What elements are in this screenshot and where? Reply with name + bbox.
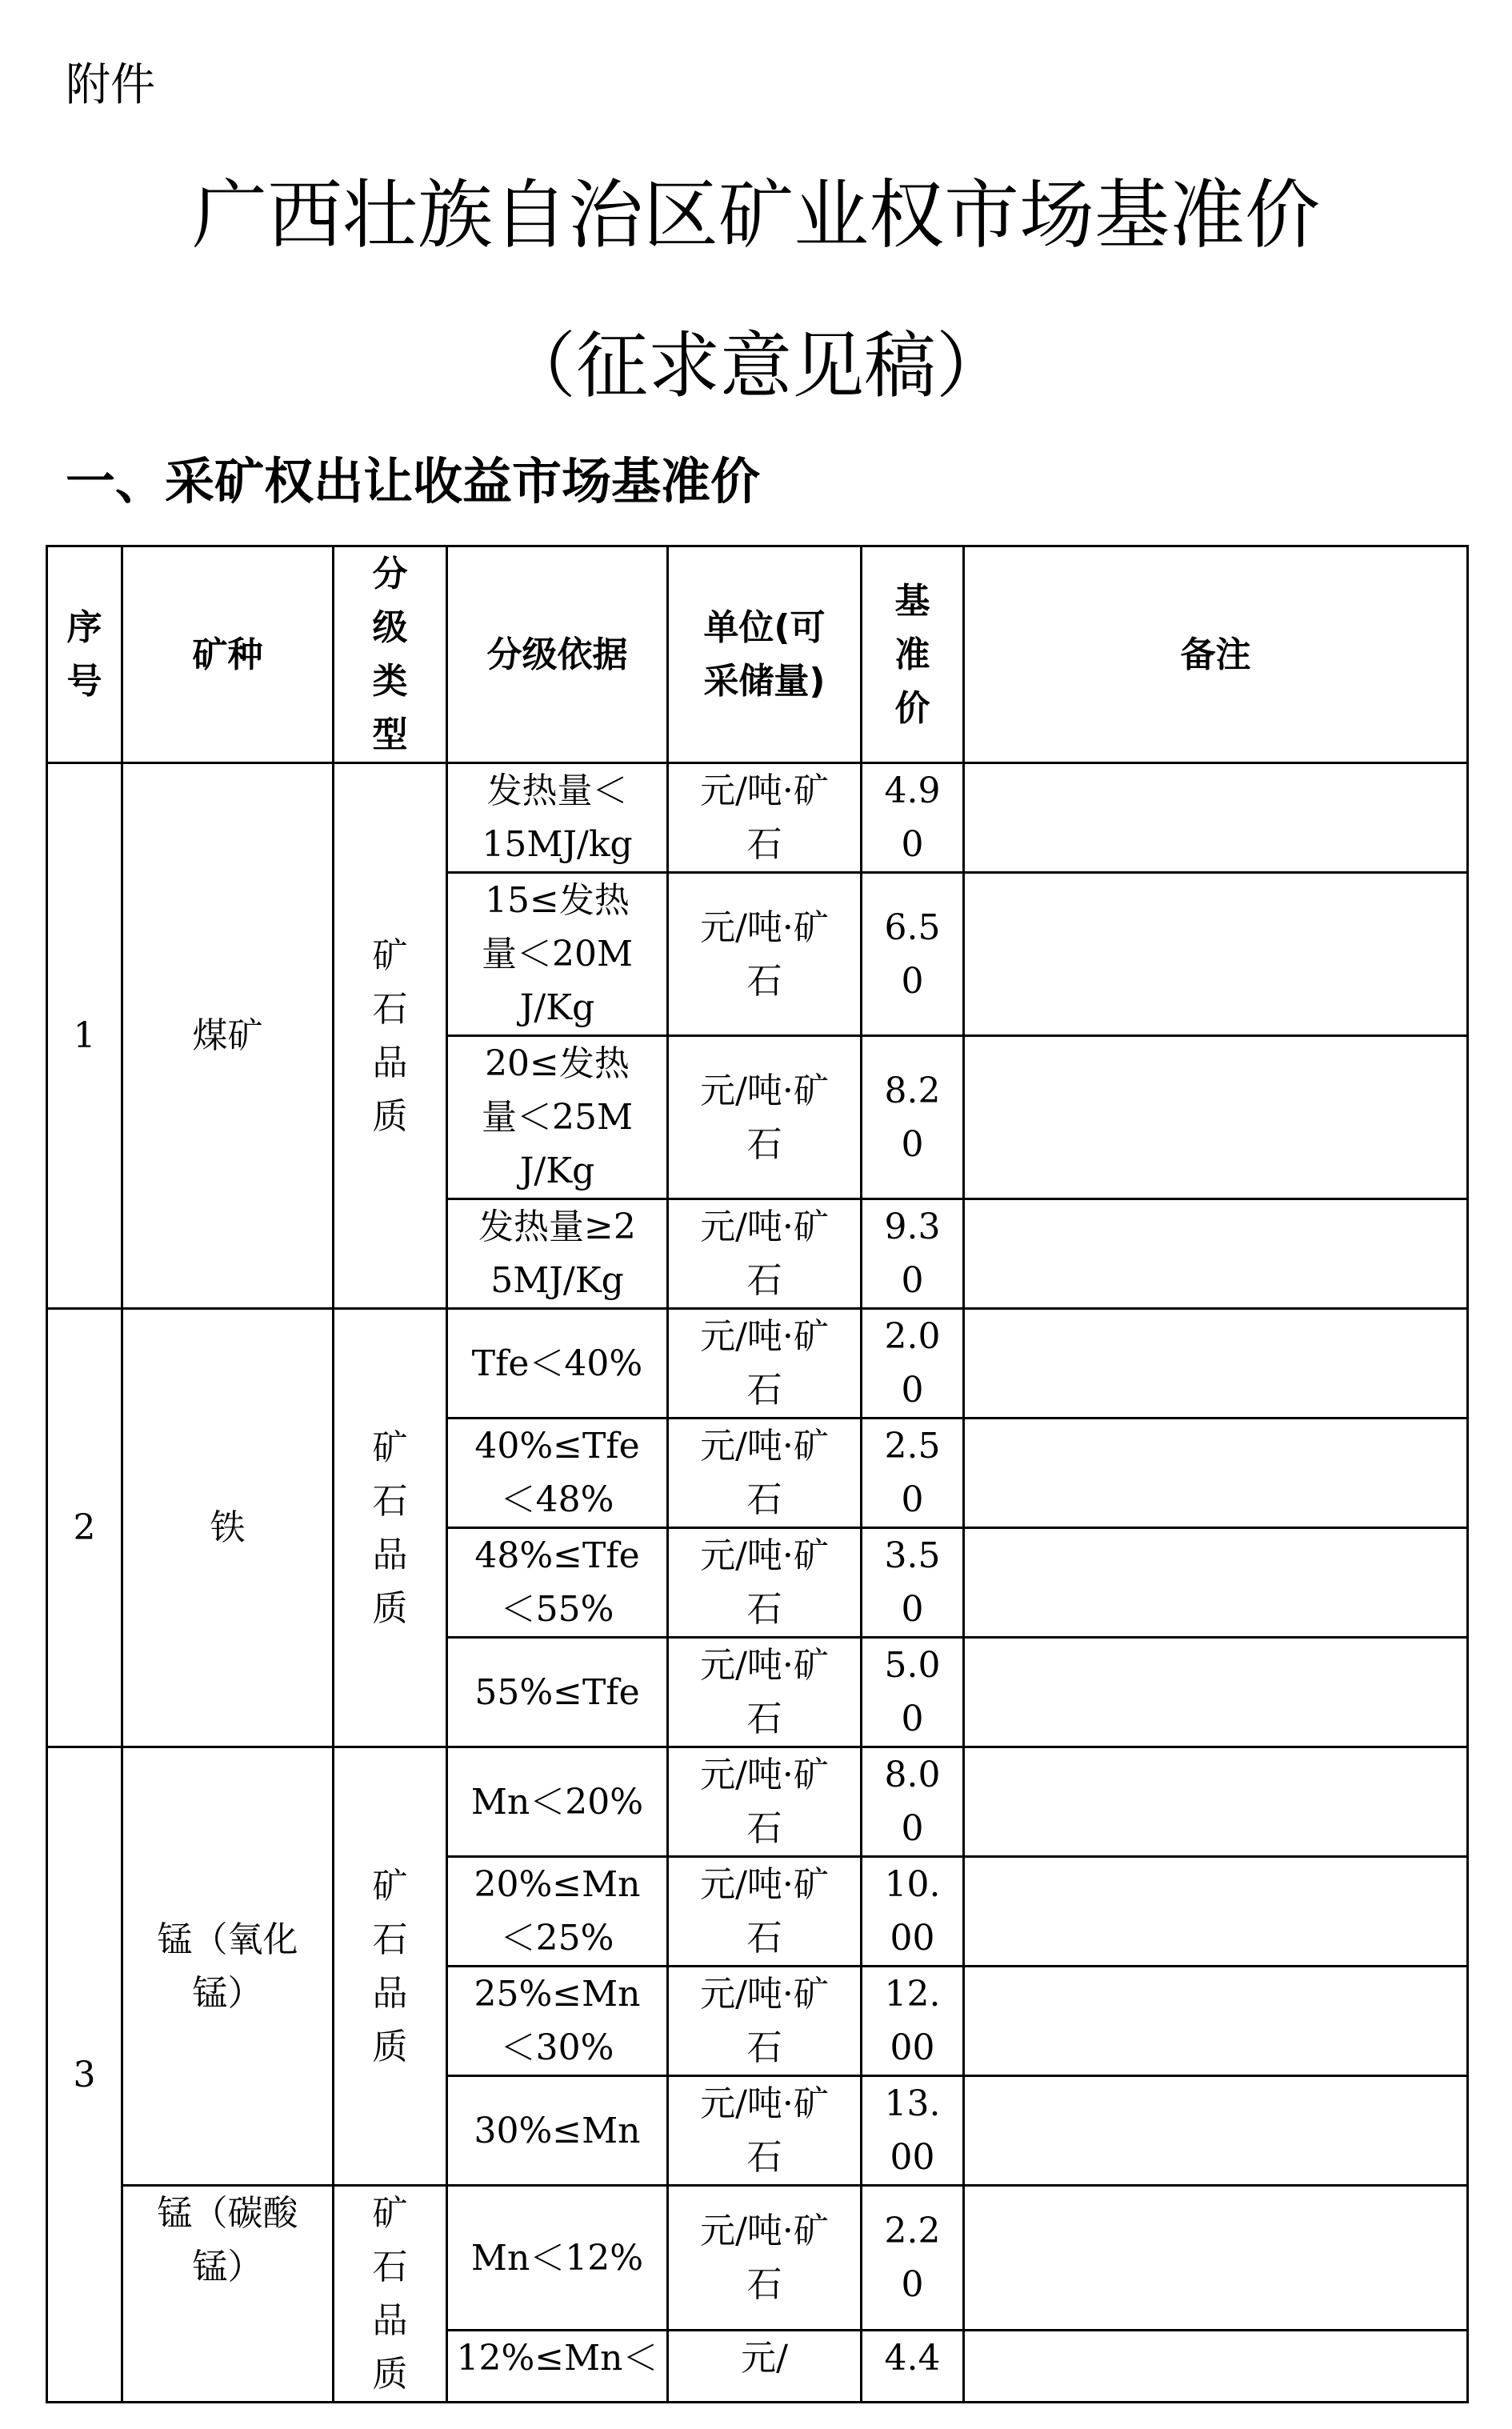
- cell-remark: [964, 1419, 1468, 1528]
- cell-price: 9.30: [862, 1199, 964, 1309]
- cell-remark: [964, 873, 1468, 1036]
- cell-seq: 1: [47, 763, 122, 1309]
- cell-unit: 元/吨·矿石: [668, 873, 862, 1036]
- cell-unit: 元/吨·矿石: [668, 1419, 862, 1528]
- table-row: [47, 763, 1468, 873]
- cell-price: 10.00: [862, 1857, 964, 1967]
- cell-grade-basis: 15≤发热量＜20MJ/Kg: [447, 873, 668, 1036]
- cell-remark: [964, 1638, 1468, 1747]
- cell-unit: 元/吨·矿石: [668, 1309, 862, 1419]
- cell-remark: [964, 1528, 1468, 1638]
- table-row: [47, 1747, 1468, 1857]
- cell-price: 8.00: [862, 1747, 964, 1857]
- cell-remark: [964, 763, 1468, 873]
- cell-grade-type: 矿石品质: [334, 763, 447, 1309]
- cell-grade-basis: Mn＜12%: [447, 2186, 668, 2331]
- cell-unit: 元/吨·矿石: [668, 2186, 862, 2331]
- cell-grade-basis: 30%≤Mn: [447, 2076, 668, 2186]
- header-unit: 单位(可采储量): [668, 546, 862, 763]
- cell-unit: 元/吨·矿石: [668, 763, 862, 873]
- header-remark: 备注: [964, 546, 1468, 763]
- cell-remark: [964, 1747, 1468, 1857]
- cell-grade-basis: 12%≤Mn＜: [447, 2331, 668, 2403]
- cell-mineral: 煤矿: [122, 763, 334, 1309]
- cell-grade-basis: 25%≤Mn＜30%: [447, 1967, 668, 2076]
- cell-price: 4.4: [862, 2331, 964, 2403]
- cell-mineral: 铁: [122, 1309, 334, 1747]
- cell-grade-basis: 40%≤Tfe＜48%: [447, 1419, 668, 1528]
- price-table: [46, 545, 1469, 2403]
- cell-remark: [964, 1036, 1468, 1199]
- cell-grade-type: 矿石品质: [334, 1747, 447, 2186]
- cell-price: 2.00: [862, 1309, 964, 1419]
- page-title: 广西壮族自治区矿业权市场基准价: [191, 172, 1320, 259]
- table-row: [47, 2186, 1468, 2331]
- header-grade-type: 分级类型: [334, 546, 447, 763]
- cell-grade-type: 矿石品质: [334, 2186, 447, 2403]
- cell-remark: [964, 1857, 1468, 1967]
- cell-price: 8.20: [862, 1036, 964, 1199]
- cell-unit: 元/吨·矿石: [668, 2076, 862, 2186]
- cell-mineral: 锰（碳酸锰）: [122, 2186, 334, 2403]
- cell-grade-basis: Mn＜20%: [447, 1747, 668, 1857]
- cell-unit: 元/吨·矿石: [668, 1747, 862, 1857]
- cell-remark: [964, 1309, 1468, 1419]
- header-grade-basis: 分级依据: [447, 546, 668, 763]
- cell-price: 4.90: [862, 763, 964, 873]
- cell-grade-type: 矿石品质: [334, 1309, 447, 1747]
- cell-remark: [964, 2331, 1468, 2403]
- cell-price: 5.00: [862, 1638, 964, 1747]
- section-heading: 一、采矿权出让收益市场基准价: [66, 452, 761, 510]
- cell-grade-basis: 发热量≥25MJ/Kg: [447, 1199, 668, 1309]
- cell-grade-basis: 20%≤Mn＜25%: [447, 1857, 668, 1967]
- header-price: 基准价: [862, 546, 964, 763]
- attachment-label: 附件: [66, 59, 155, 111]
- cell-remark: [964, 2076, 1468, 2186]
- table-header-row: [47, 546, 1468, 763]
- cell-remark: [964, 1199, 1468, 1309]
- cell-unit: 元/吨·矿石: [668, 1857, 862, 1967]
- cell-grade-basis: Tfe＜40%: [447, 1309, 668, 1419]
- cell-price: 13.00: [862, 2076, 964, 2186]
- page-subtitle: （征求意见稿）: [504, 324, 1008, 408]
- cell-remark: [964, 2186, 1468, 2331]
- cell-unit: 元/: [668, 2331, 862, 2403]
- cell-seq: 3: [47, 1747, 122, 2403]
- cell-price: 2.20: [862, 2186, 964, 2331]
- cell-grade-basis: 发热量＜15MJ/kg: [447, 763, 668, 873]
- cell-grade-basis: 20≤发热量＜25MJ/Kg: [447, 1036, 668, 1199]
- cell-price: 12.00: [862, 1967, 964, 2076]
- table-row: [47, 1309, 1468, 1419]
- cell-grade-basis: 55%≤Tfe: [447, 1638, 668, 1747]
- header-mineral: 矿种: [122, 546, 334, 763]
- cell-price: 6.50: [862, 873, 964, 1036]
- header-seq: 序号: [47, 546, 122, 763]
- cell-price: 3.50: [862, 1528, 964, 1638]
- cell-grade-basis: 48%≤Tfe＜55%: [447, 1528, 668, 1638]
- cell-price: 2.50: [862, 1419, 964, 1528]
- cell-unit: 元/吨·矿石: [668, 1199, 862, 1309]
- cell-unit: 元/吨·矿石: [668, 1036, 862, 1199]
- cell-seq: 2: [47, 1309, 122, 1747]
- cell-unit: 元/吨·矿石: [668, 1638, 862, 1747]
- cell-mineral: 锰（氧化锰）: [122, 1747, 334, 2186]
- cell-remark: [964, 1967, 1468, 2076]
- cell-unit: 元/吨·矿石: [668, 1967, 862, 2076]
- cell-unit: 元/吨·矿石: [668, 1528, 862, 1638]
